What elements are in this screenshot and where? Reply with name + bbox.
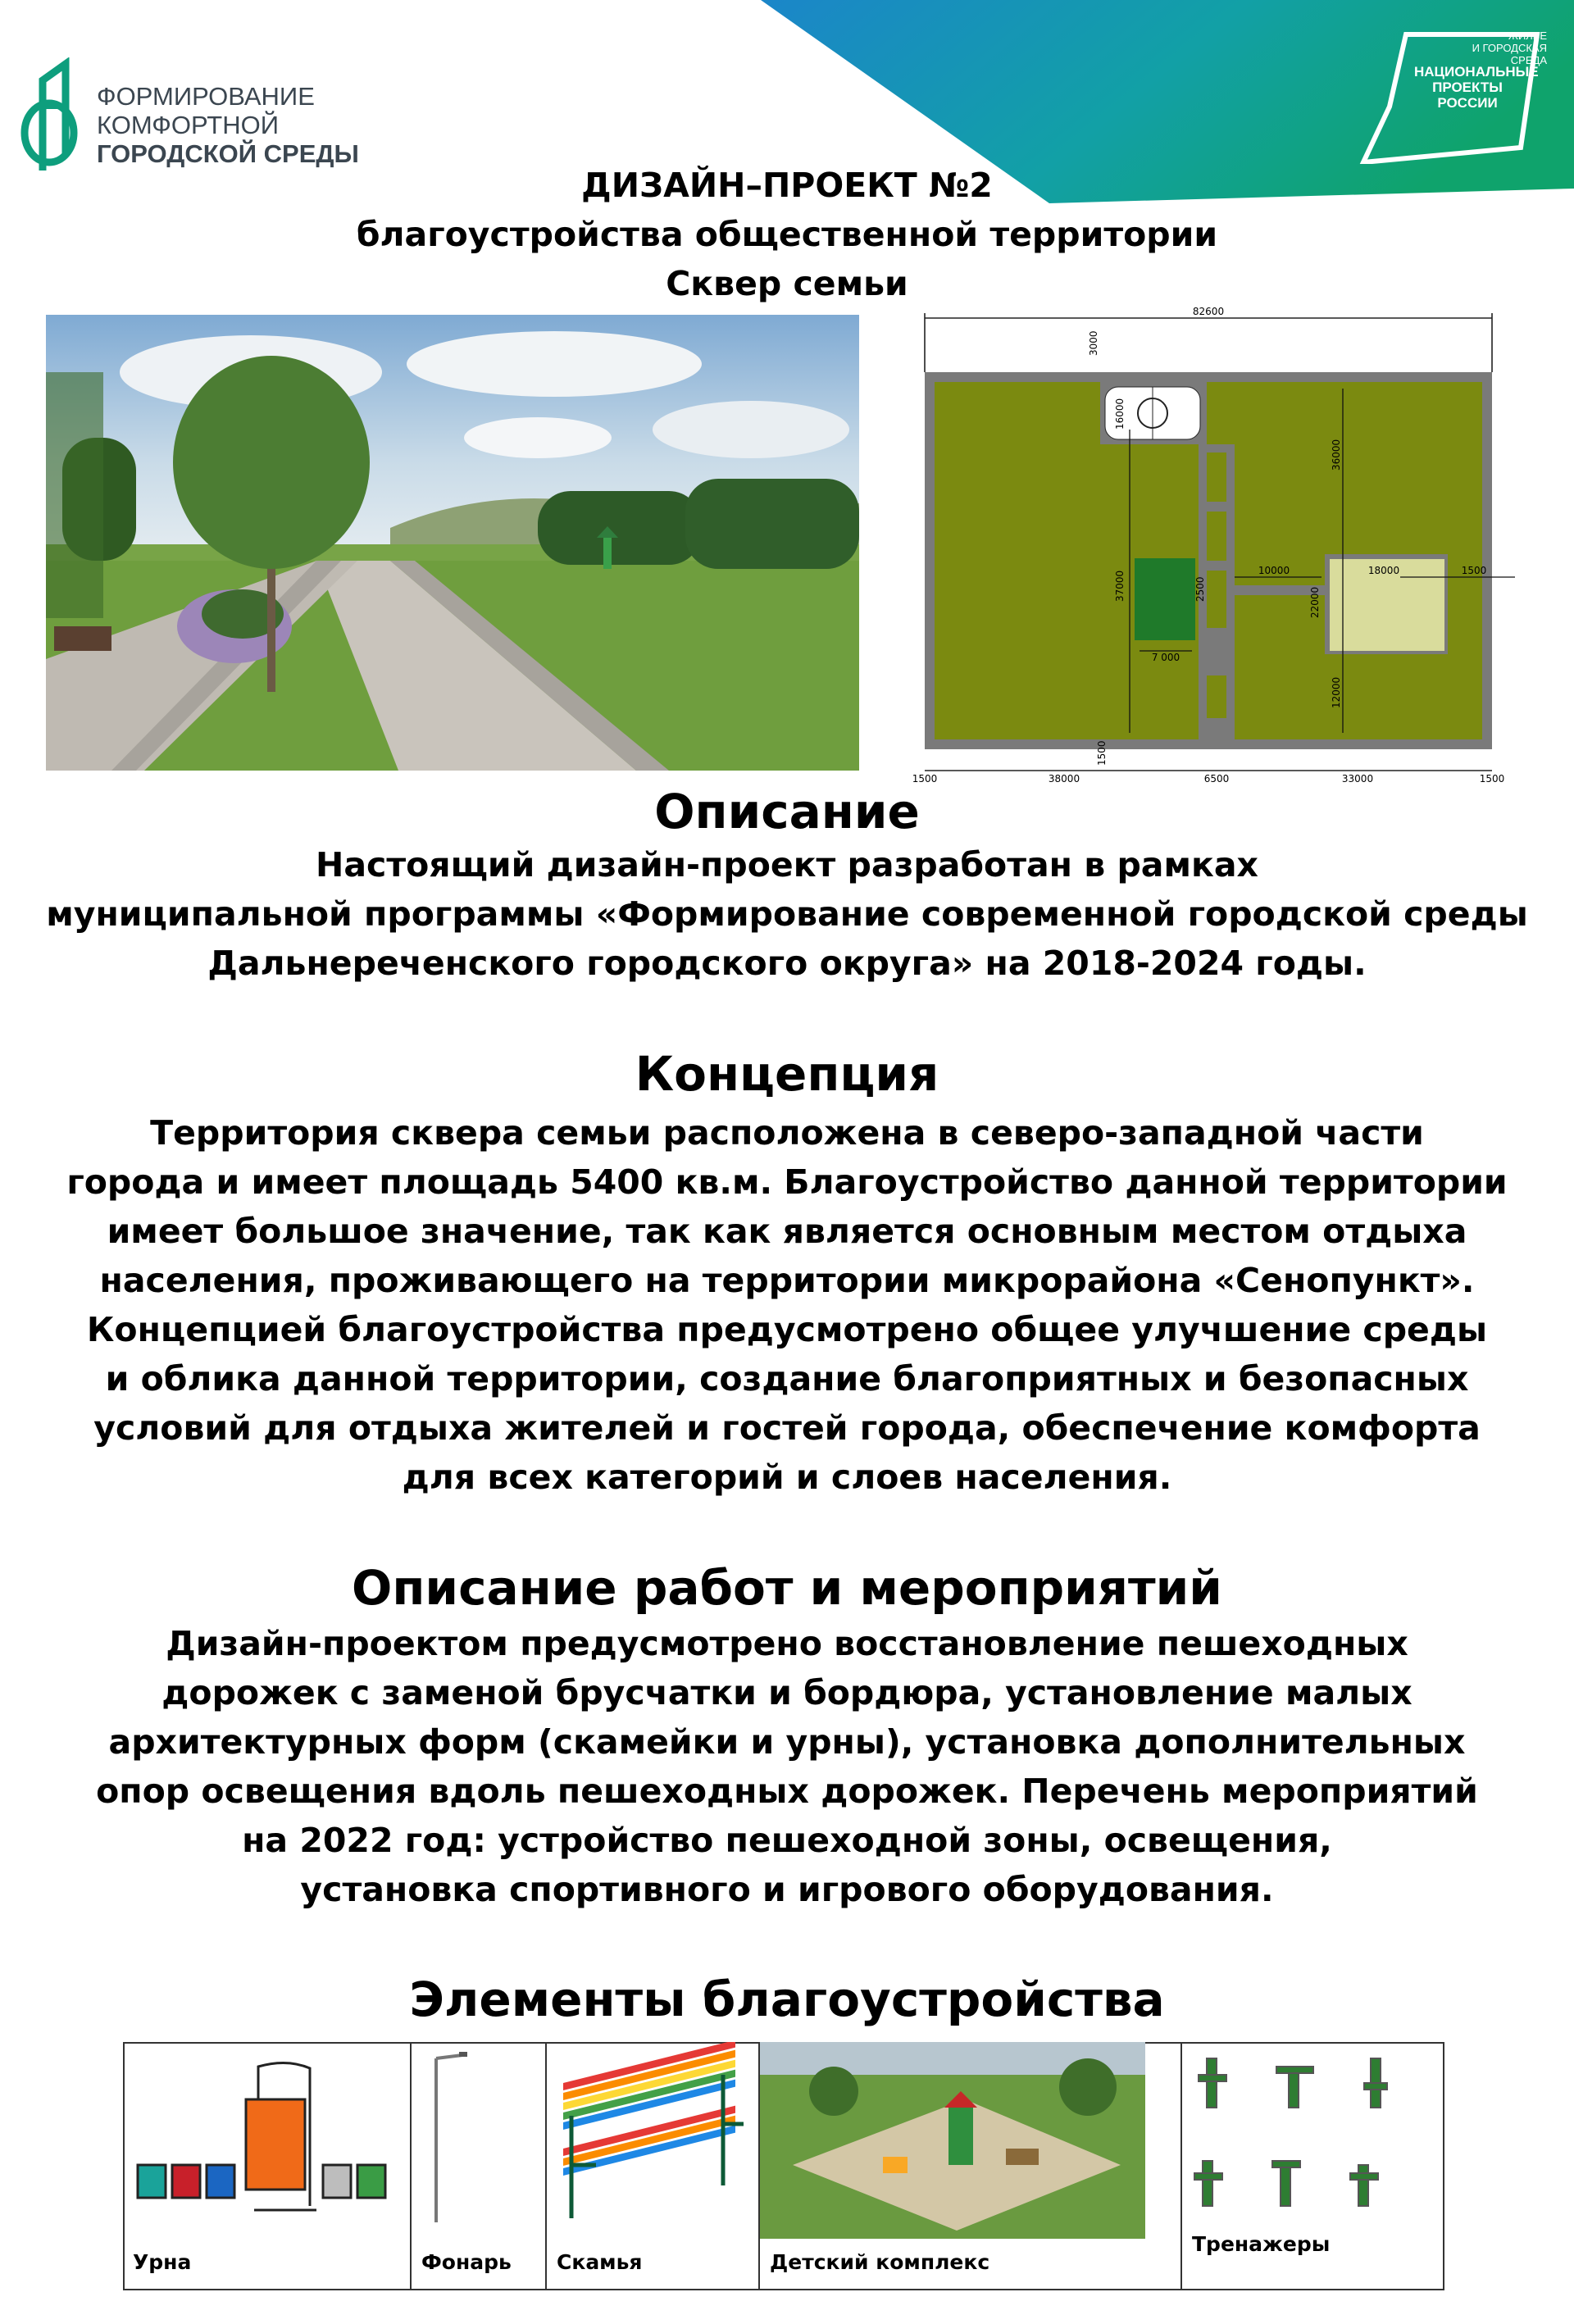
works-line: дорожек с заменой брусчатки и бордюра, установление малых bbox=[161, 1673, 1413, 1712]
element-label-street-lamp: Фонарь bbox=[421, 2250, 512, 2274]
logo-right-line2: И ГОРОДСКАЯ СРЕДА bbox=[1472, 42, 1547, 66]
works-line: установка спортивного и игрового оборудования. bbox=[300, 1870, 1274, 1909]
plan-dim-bottom-5: 1500 bbox=[1479, 773, 1505, 785]
street-lamp-icon bbox=[412, 2042, 547, 2239]
concept-line: Концепцией благоустройства предусмотрено общее улучшение среды bbox=[86, 1310, 1488, 1349]
element-label-bench: Скамья bbox=[557, 2250, 643, 2274]
description-title: Описание bbox=[654, 784, 920, 839]
site-plan-drawing bbox=[908, 307, 1525, 798]
outdoor-gym-icon bbox=[1182, 2042, 1446, 2222]
bench-icon bbox=[547, 2042, 760, 2239]
element-label-playground: Детский комплекс bbox=[770, 2250, 990, 2274]
concept-line: условий для отдыха жителей и гостей города, обеспечение комфорта bbox=[93, 1408, 1481, 1448]
plan-dim-right-a: 36000 bbox=[1331, 439, 1342, 471]
plan-dim-right-c: 12000 bbox=[1331, 676, 1342, 708]
playground-icon bbox=[760, 2042, 1145, 2239]
logo-right-line1: ЖИЛЬЕ bbox=[1508, 30, 1547, 42]
project-subtitle: благоустройства общественной территории bbox=[356, 215, 1218, 254]
plan-dim-mid-a: 10000 bbox=[1258, 565, 1290, 576]
plan-dim-left-b: 16000 bbox=[1114, 398, 1126, 430]
concept-line: имеет большое значение, так как является основным местом отдыха bbox=[107, 1212, 1467, 1251]
element-cell-outdoor-gym bbox=[1180, 2042, 1444, 2290]
concept-line: для всех категорий и слоев населения. bbox=[402, 1458, 1172, 1497]
works-line: Дизайн-проектом предусмотрено восстановление пешеходных bbox=[166, 1624, 1408, 1663]
plan-dim-mid-b: 18000 bbox=[1367, 565, 1400, 576]
plan-dim-left-c: 37000 bbox=[1114, 570, 1126, 602]
city-logo-emblem-icon bbox=[18, 57, 84, 172]
element-cell-bench bbox=[545, 2042, 758, 2290]
plan-dim-mid-d: 2500 bbox=[1194, 576, 1206, 602]
plan-dim-right-b: 22000 bbox=[1309, 586, 1321, 618]
logo-left-line2: КОМФОРТНОЙ bbox=[97, 111, 279, 139]
plan-dim-bottom-2: 38000 bbox=[1048, 773, 1080, 785]
national-projects-logo bbox=[1357, 25, 1554, 164]
plan-dim-left-d: 1500 bbox=[1096, 740, 1108, 766]
logo-right-line5: РОССИИ bbox=[1437, 95, 1498, 111]
plan-dim-mid-c: 7 000 bbox=[1151, 652, 1180, 663]
logo-right-line3: НАЦИОНАЛЬНЫЕ bbox=[1414, 64, 1539, 80]
element-cell-playground bbox=[758, 2042, 1180, 2290]
project-title: ДИЗАЙН–ПРОЕКТ №2 bbox=[581, 166, 993, 205]
logo-left-line1: ФОРМИРОВАНИЕ bbox=[97, 82, 315, 111]
logo-left-line3: ГОРОДСКОЙ СРЕДЫ bbox=[97, 139, 359, 168]
concept-line: населения, проживающего на территории микрорайона «Сенопункт». bbox=[99, 1261, 1475, 1300]
description-line: муниципальной программы «Формирование современной городской среды bbox=[46, 894, 1528, 934]
plan-dim-bottom-4: 33000 bbox=[1341, 773, 1374, 785]
plan-dim-bottom-1: 1500 bbox=[912, 773, 938, 785]
works-line: на 2022 год: устройство пешеходной зоны, освещения, bbox=[242, 1821, 1332, 1860]
plan-dim-side: 1500 bbox=[1461, 565, 1487, 576]
concept-line: и облика данной территории, создание благоприятных и безопасных bbox=[105, 1359, 1469, 1398]
works-text bbox=[0, 1619, 1574, 1914]
elements-title: Элементы благоустройства bbox=[409, 1972, 1165, 2027]
works-line: архитектурных форм (скамейки и урны), установка дополнительных bbox=[108, 1722, 1466, 1762]
description-text bbox=[0, 840, 1574, 988]
comfortable-city-logo bbox=[18, 57, 362, 172]
description-line: Дальнереченского городского округа» на 2018-2024 годы. bbox=[207, 944, 1367, 983]
description-line: Настоящий дизайн-проект разработан в рамках bbox=[316, 845, 1258, 885]
concept-line: города и имеет площадь 5400 кв.м. Благоустройство данной территории bbox=[66, 1162, 1508, 1202]
trash-bin-icon bbox=[123, 2042, 410, 2239]
element-cell-street-lamp bbox=[410, 2042, 545, 2290]
plan-dim-bottom-3: 6500 bbox=[1203, 773, 1230, 785]
concept-line: Территория сквера семьи расположена в северо-западной части bbox=[150, 1113, 1424, 1153]
works-line: опор освещения вдоль пешеходных дорожек. Перечень мероприятий bbox=[96, 1771, 1478, 1811]
project-name: Сквер семьи bbox=[666, 264, 908, 303]
element-cell-trash-bins bbox=[123, 2042, 410, 2290]
park-render-image bbox=[46, 315, 859, 771]
logo-right-line4: ПРОЕКТЫ bbox=[1432, 80, 1503, 95]
element-label-outdoor-gym: Тренажеры bbox=[1192, 2232, 1331, 2256]
works-title: Описание работ и мероприятий bbox=[352, 1560, 1222, 1616]
concept-title: Концепция bbox=[635, 1046, 939, 1102]
element-label-trash-bin: Урна bbox=[133, 2250, 192, 2274]
plan-dim-left-a: 3000 bbox=[1088, 330, 1099, 356]
concept-text bbox=[0, 1108, 1574, 1502]
plan-dim-top: 82600 bbox=[1192, 307, 1225, 317]
